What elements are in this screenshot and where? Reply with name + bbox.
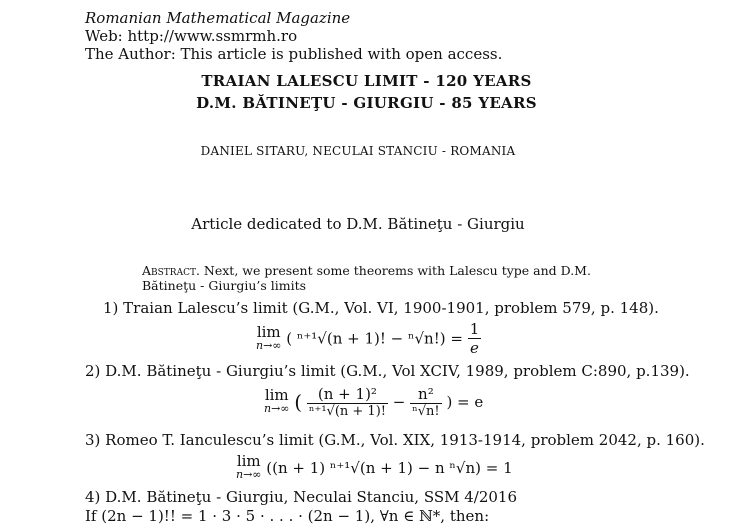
authors: DANIEL SITARU, NECULAI STANCIU - ROMANIA [200, 144, 516, 158]
title-line-2: D.M. BĂTINEŢU - GIURGIU - 85 YEARS [196, 94, 537, 112]
formula-3 [236, 454, 513, 482]
abstract-text-1: Next, we present some theorems with Lalescu type and D.M. [199, 263, 591, 278]
formula-2: lim n→∞ ( $\frac{\text{(n + 1)²}}{\text{ⁿ⁺¹√(n + 1)!}}$ − $\frac{\text{n²}}{\text{ⁿ√n!}}$ ) = e [264, 385, 484, 419]
dedication: Article dedicated to D.M. Bătineţu - Giurgiu [191, 215, 525, 233]
journal-name: Romanian Mathematical Magazine [85, 9, 351, 27]
abstract-heading: Abstract. [142, 263, 200, 278]
formula-2-lim: lim n→∞ [264, 386, 290, 415]
formula-1-fraction: $\frac{1}{e}$ [469, 320, 480, 357]
formula-3-lim: lim n→∞ [236, 452, 262, 481]
formula-3-body: ((n + 1) ⁿ⁺¹√(n + 1) − n ⁿ√n) = 1 [266, 459, 513, 477]
abstract-line-2: Bătineţu - Giurgiu’s limits [142, 278, 307, 293]
item-1: 1) Traian Lalescu’s limit (G.M., Vol. VI, 1900-1901, problem 579, p. 148). [103, 299, 659, 317]
formula-2-fraction-2: $\frac{\text{n²}}{\text{ⁿ√n!}}$ [412, 385, 440, 419]
formula-1 [256, 320, 481, 357]
item-4: 4) D.M. Bătineţu - Giurgiu, Neculai Stanciu, SSM 4/2016 [85, 488, 518, 506]
item-2: 2) D.M. Bătineţu - Giurgiu’s limit (G.M., Vol XCIV, 1989, problem C:890, p.139). [85, 362, 690, 380]
formula-1-body: ( ⁿ⁺¹√(n + 1)! − ⁿ√n!) = [286, 329, 463, 348]
item-3: 3) Romeo T. Ianculescu’s limit (G.M., Vol. XIX, 1913-1914, problem 2042, p. 160). [85, 431, 705, 449]
journal-web: Web: http://www.ssmrmh.ro [85, 27, 298, 45]
item-5: If (2n − 1)!! = 1 · 3 · 5 · . . . · (2n − 1), ∀n ∈ ℕ*, then: [85, 507, 490, 525]
formula-2-fraction-1: $\frac{\text{(n + 1)²}}{\text{ⁿ⁺¹√(n + 1)!}}$ [308, 385, 386, 419]
open-access-note: The Author: This article is published with open access. [85, 45, 503, 63]
title-line-1: TRAIAN LALESCU LIMIT - 120 YEARS [201, 72, 532, 90]
formula-1-lim: lim n→∞ [256, 322, 282, 352]
